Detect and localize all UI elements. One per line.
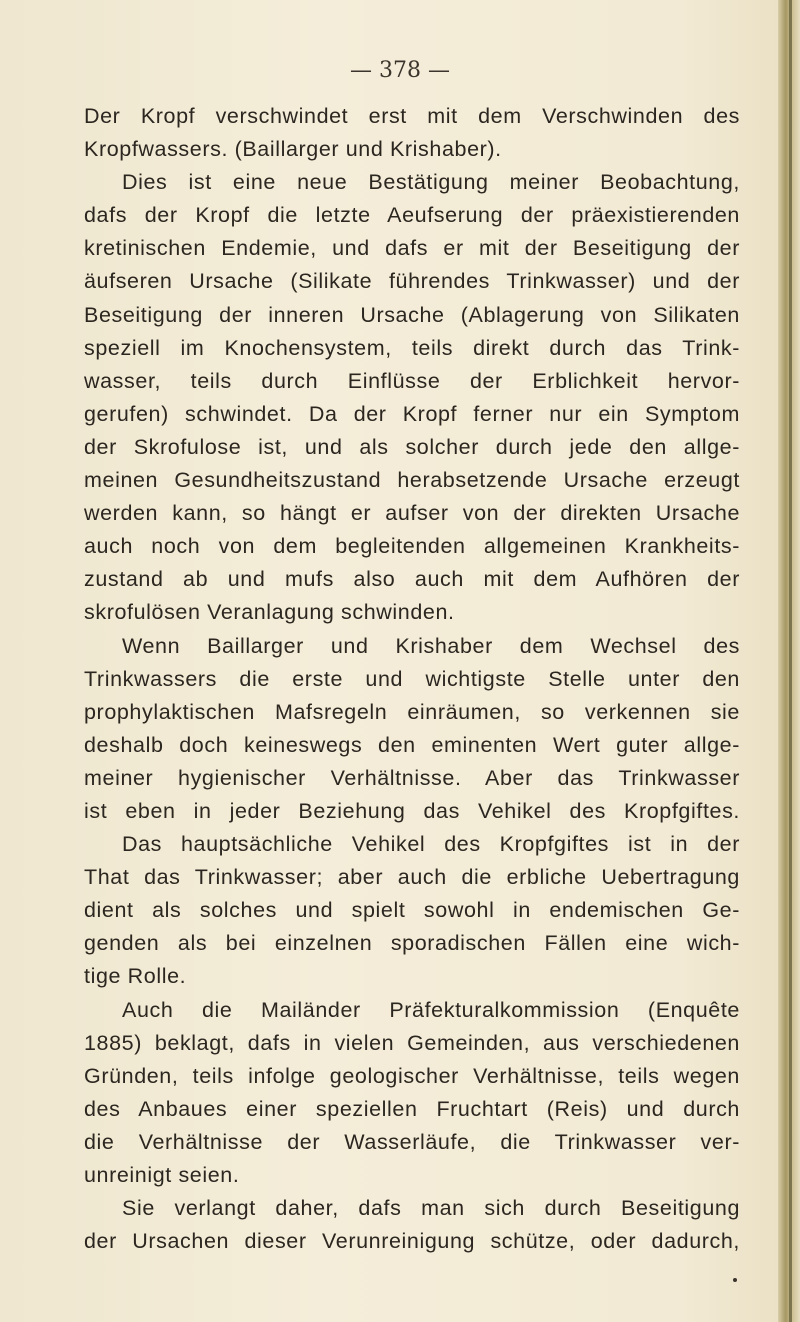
text-line: genden als bei einzelnen sporadischen Fällen eine wich-: [84, 931, 740, 956]
text-line: Kropfwassers. (Baillarger und Krishaber).: [84, 137, 502, 162]
text-line: zustand ab und mufs also auch mit dem Aufhören der: [84, 567, 740, 592]
text-line: ist eben in jeder Beziehung das Vehikel des Kropfgiftes.: [84, 798, 740, 823]
text-line: dafs der Kropf die letzte Aeufserung der präexistierenden: [84, 203, 740, 228]
text-line: Dies ist eine neue Bestätigung meiner Beobachtung,: [122, 170, 740, 195]
text-line: 1885) beklagt, dafs in vielen Gemeinden, aus verschiedenen: [84, 1030, 740, 1055]
text-line: werden kann, so hängt er aufser von der direkten Ursache: [84, 501, 740, 526]
text-line: Beseitigung der inneren Ursache (Ablagerung von Silikaten: [84, 302, 740, 327]
text-line: äufseren Ursache (Silikate führendes Trinkwasser) und der: [84, 269, 740, 294]
text-line: skrofulösen Veranlagung schwinden.: [84, 600, 455, 625]
text-line: Sie verlangt daher, dafs man sich durch Beseitigung: [122, 1196, 740, 1221]
text-line: Das hauptsächliche Vehikel des Kropfgiftes ist in der: [122, 832, 740, 857]
text-line: auch noch von dem begleitenden allgemeinen Krankheits-: [84, 534, 740, 559]
text-line: prophylaktischen Mafsregeln einräumen, so verkennen sie: [84, 699, 740, 724]
text-line: der Skrofulose ist, und als solcher durch jede den allge-: [84, 434, 740, 459]
text-line: Gründen, teils infolge geologischer Verhältnisse, teils wegen: [84, 1063, 740, 1088]
text-line: deshalb doch keineswegs den eminenten Wert guter allge-: [84, 732, 740, 757]
binding-edge-line: [789, 0, 792, 1322]
text-line: speziell im Knochensystem, teils direkt durch das Trink-: [84, 335, 740, 360]
text-line: die Verhältnisse der Wasserläufe, die Trinkwasser ver-: [84, 1129, 740, 1154]
text-line: wasser, teils durch Einflüsse der Erblichkeit hervor-: [84, 368, 740, 393]
text-line: des Anbaues einer speziellen Fruchtart (Reis) und durch: [84, 1096, 740, 1121]
text-line: Auch die Mailänder Präfekturalkommission (Enquête: [122, 997, 740, 1022]
text-line: unreinigt seien.: [84, 1163, 240, 1187]
page-number: — 378 —: [350, 58, 450, 83]
text-line: That das Trinkwasser; aber auch die erbliche Uebertragung: [84, 865, 740, 890]
body-text: [84, 100, 740, 1258]
text-line: Der Kropf verschwindet erst mit dem Verschwinden des: [84, 104, 740, 128]
text-line: tige Rolle.: [84, 964, 187, 989]
ink-speck: [733, 1278, 737, 1282]
text-line: meiner hygienischer Verhältnisse. Aber das Trinkwasser: [84, 765, 740, 790]
text-line: meinen Gesundheitszustand herabsetzende Ursache erzeugt: [84, 468, 740, 493]
text-line: dient als solches und spielt sowohl in endemischen Ge-: [84, 898, 740, 923]
text-line: gerufen) schwindet. Da der Kropf ferner nur ein Symptom: [84, 401, 740, 426]
text-line: Trinkwassers die erste und wichtigste Stelle unter den: [84, 666, 740, 691]
text-line: der Ursachen dieser Verunreinigung schütze, oder dadurch,: [84, 1229, 740, 1254]
text-line: Wenn Baillarger und Krishaber dem Wechsel des: [122, 633, 740, 658]
text-line: kretinischen Endemie, und dafs er mit der Beseitigung der: [84, 236, 740, 261]
